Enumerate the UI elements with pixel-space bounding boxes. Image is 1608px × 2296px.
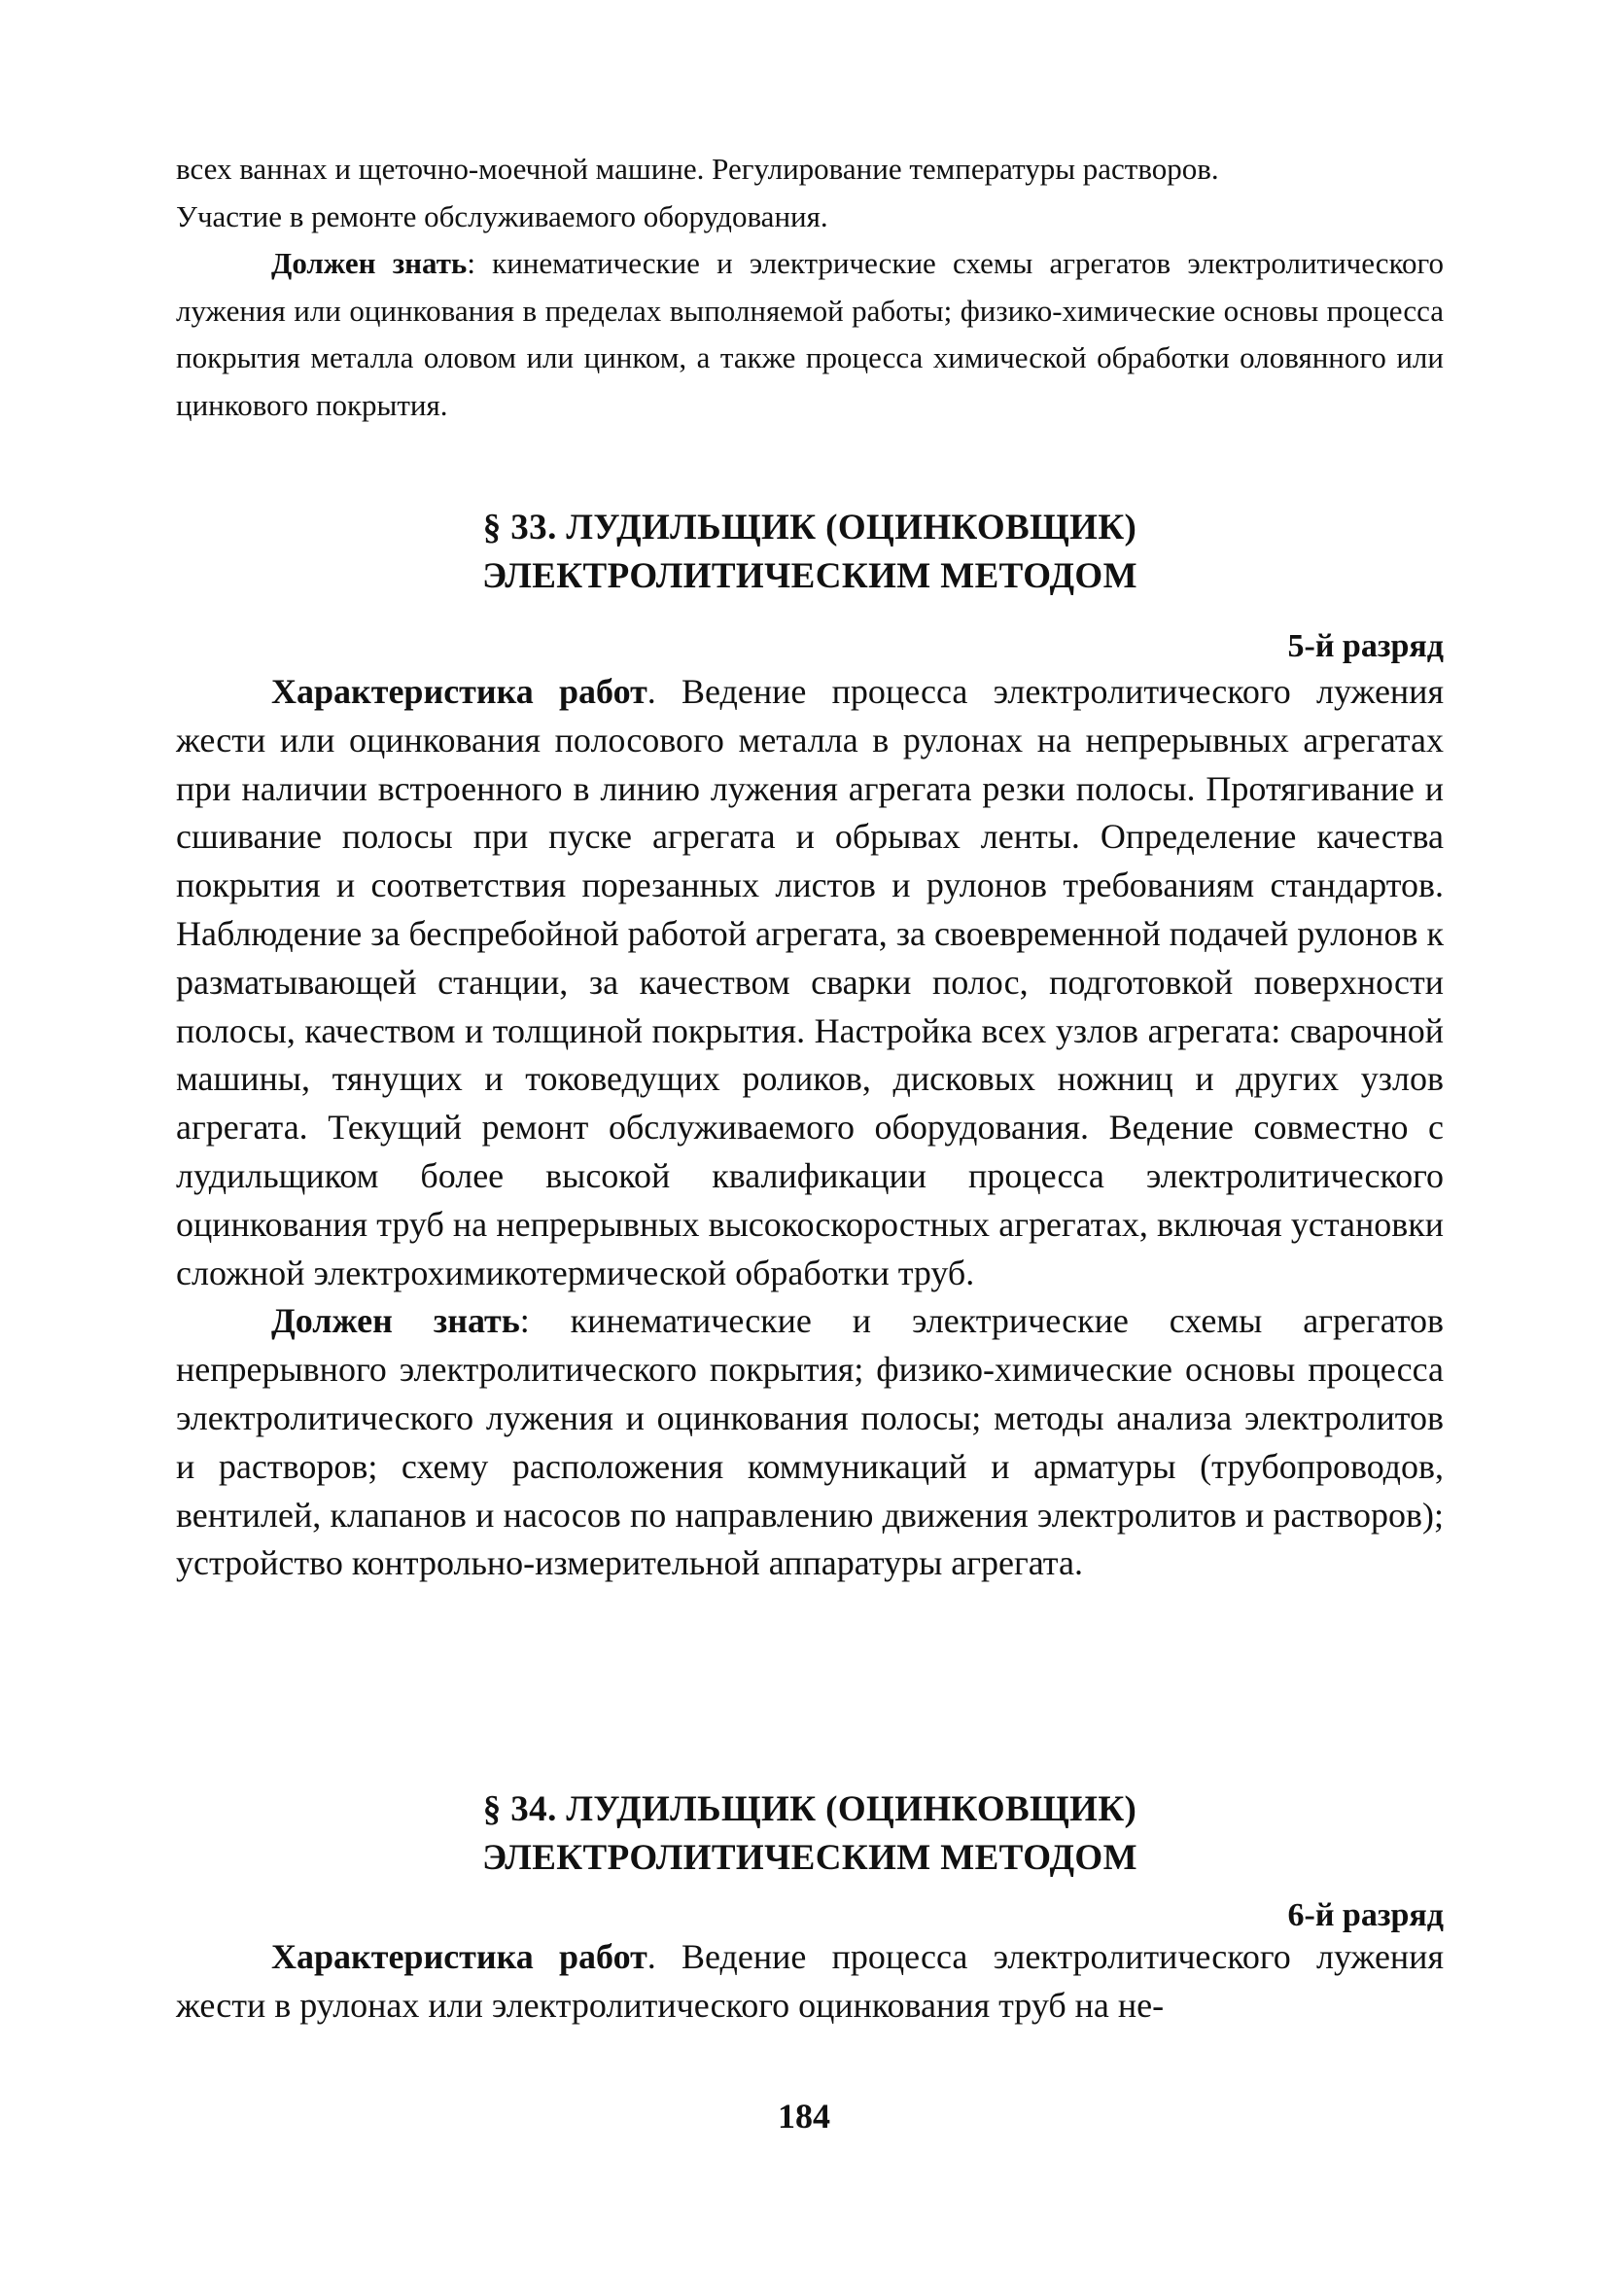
section-33-characteristics	[176, 668, 1444, 1297]
knowledge-label: Должен знать	[271, 246, 468, 280]
characteristics-label: Характеристика работ	[271, 1937, 647, 1976]
section-33-title-line-1: § 33. ЛУДИЛЬЩИК (ОЦИНКОВЩИК)	[482, 508, 1137, 548]
characteristics-text: . Ведение процесса электролитического лужения жести в рулонах или электролитического оцинкования труб на не-	[176, 1937, 1445, 2025]
section-34-characteristics	[176, 1933, 1444, 2031]
section-33-rank: 5-й разряд	[1287, 628, 1444, 664]
top-line-2: Участие в ремонте обслуживаемого оборудования.	[176, 198, 828, 233]
section-34-rank: 6-й разряд	[1287, 1897, 1444, 1933]
knowledge-text: : кинематические и электрические схемы агрегатов непрерывного электролитического покрытия; физико-химические основы процесса электролитического лужения и оцинкования полосы; методы анализа электролитов и растворов; схему расположения коммуникаций и арматуры (трубопроводов, вентилей, клапанов и насосов по направлению движения электролитов и растворов); устройство контрольно-измерительной аппаратуры агрегата.	[176, 1301, 1444, 1583]
section-33-title-line-2: ЭЛЕКТРОЛИТИЧЕСКИМ МЕТОДОМ	[482, 556, 1137, 596]
section-34-title-line-1: § 34. ЛУДИЛЬЩИК (ОЦИНКОВЩИК)	[482, 1789, 1137, 1829]
section-33-knowledge	[176, 1297, 1444, 1588]
page-number: 184	[778, 2097, 830, 2136]
characteristics-label: Характеристика работ	[271, 672, 647, 711]
top-line-1: всех ваннах и щеточно-моечной машине. Регулирование температуры растворов.	[176, 152, 1219, 186]
section-33-title	[176, 504, 1444, 601]
knowledge-text: : кинематические и электрические схемы агрегатов электролитического лужения или оцинкования в пределах выполняемой работы; физико-химические основы процесса покрытия металла оловом или цинком, а также процесса химической обработки оловянного или цинкового покрытия.	[176, 246, 1444, 422]
characteristics-text: . Ведение процесса электролитического лужения жести или оцинкования полосового металла в рулонах на непрерывных агрегатах при наличии встроенного в линию лужения агрегата резки полосы. Протягивание и сшивание полосы при пуске агрегата и обрывах ленты. Определение качества покрытия и соответствия порезанных листов и рулонов требованиям стандартов. Наблюдение за беспребойной работой агрегата, за своевременной подачей рулонов к разматывающей станции, за качеством сварки полос, подготовкой поверхности полосы, качеством и толщиной покрытия. Настройка всех узлов агрегата: сварочной машины, тянущих и токоведущих роликов, дисковых ножниц и других узлов агрегата. Текущий ремонт обслуживаемого оборудования. Ведение совместно с лудильщиком более высокой квалификации процесса электролитического оцинкования труб на непрерывных высокоскоростных агрегатах, включая установки сложной электрохимикотермической обработки труб.	[176, 672, 1445, 1292]
section-33-body	[176, 668, 1444, 1588]
section-34-body	[176, 1933, 1444, 2031]
knowledge-label: Должен знать	[271, 1301, 520, 1341]
section-34-title-line-2: ЭЛЕКТРОЛИТИЧЕСКИМ МЕТОДОМ	[482, 1838, 1137, 1878]
top-knowledge-paragraph	[176, 240, 1444, 429]
top-fragment	[176, 146, 1444, 429]
section-34-title	[176, 1785, 1444, 1883]
